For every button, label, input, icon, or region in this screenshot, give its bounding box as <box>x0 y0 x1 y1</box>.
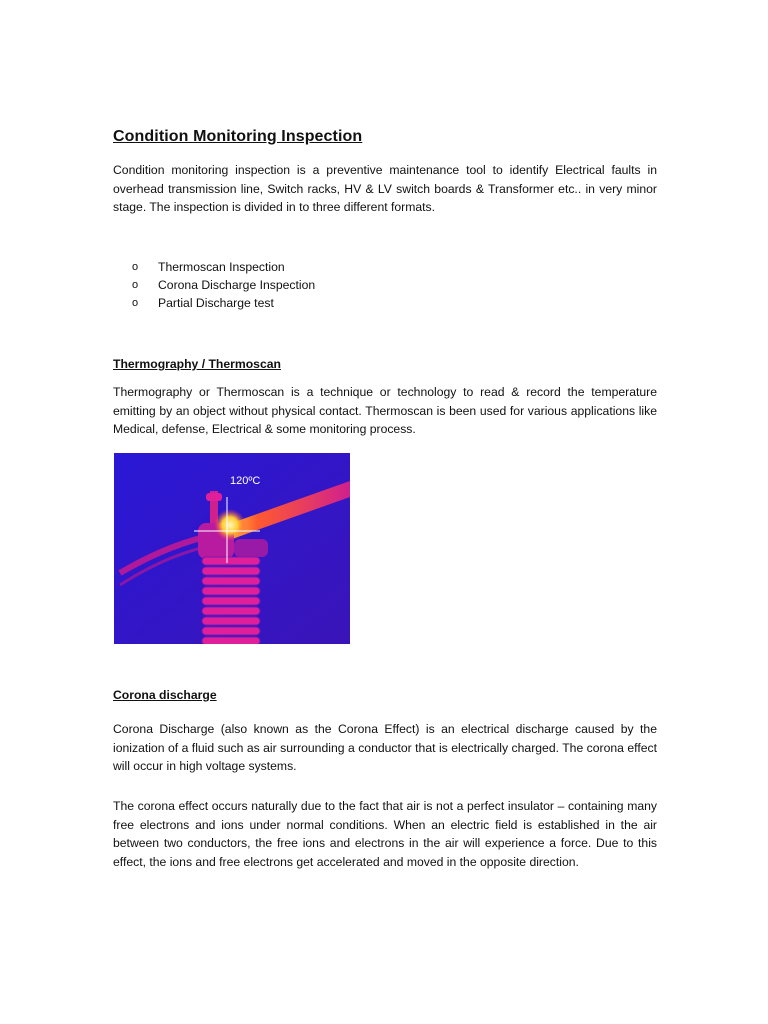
list-item <box>113 294 315 312</box>
thermal-image <box>114 453 350 644</box>
temperature-label: 120ºC <box>230 475 261 487</box>
document-page <box>113 0 657 1024</box>
corona-paragraph-1: Corona Discharge (also known as the Corona Effect) is an electrical discharge caused by the ionization of a fluid such as air surrounding a conductor that is electrically charged. The corona effect will occur in high voltage systems. <box>113 722 657 773</box>
corona-paragraph-2: The corona effect occurs naturally due to the fact that air is not a perfect insulator – containing many free electrons and ions under normal conditions. When an electric field is established in the air between two conductors, the free ions and electrons in the air will experience a force. Due to this effect, the ions and free electrons get accelerated and moved in the opposite direction. <box>113 799 657 869</box>
bullet-marker: o <box>132 261 139 273</box>
list-item-text: Thermoscan Inspection <box>158 260 285 274</box>
thermography-heading: Thermography / Thermoscan <box>113 357 281 371</box>
list-item-text: Partial Discharge test <box>158 296 274 310</box>
inspection-formats-list <box>113 258 315 312</box>
thermography-paragraph: Thermography or Thermoscan is a technique or technology to read & record the temperature emitting by an object without physical contact. Thermoscan is been used for various applications like Medical, defense, Electrical & some monitoring process. <box>113 385 657 436</box>
list-item <box>113 276 315 294</box>
list-item <box>113 258 315 276</box>
bullet-marker: o <box>132 279 139 291</box>
corona-heading: Corona discharge <box>113 688 217 702</box>
list-item-text: Corona Discharge Inspection <box>158 278 316 292</box>
bullet-marker: o <box>132 297 139 309</box>
document-title: Condition Monitoring Inspection <box>113 128 363 145</box>
intro-paragraph: Condition monitoring inspection is a preventive maintenance tool to identify Electrical faults in overhead transmission line, Switch racks, HV & LV switch boards & Transformer etc.. in very minor stage. The inspection is divided in to three different formats. <box>113 163 657 214</box>
